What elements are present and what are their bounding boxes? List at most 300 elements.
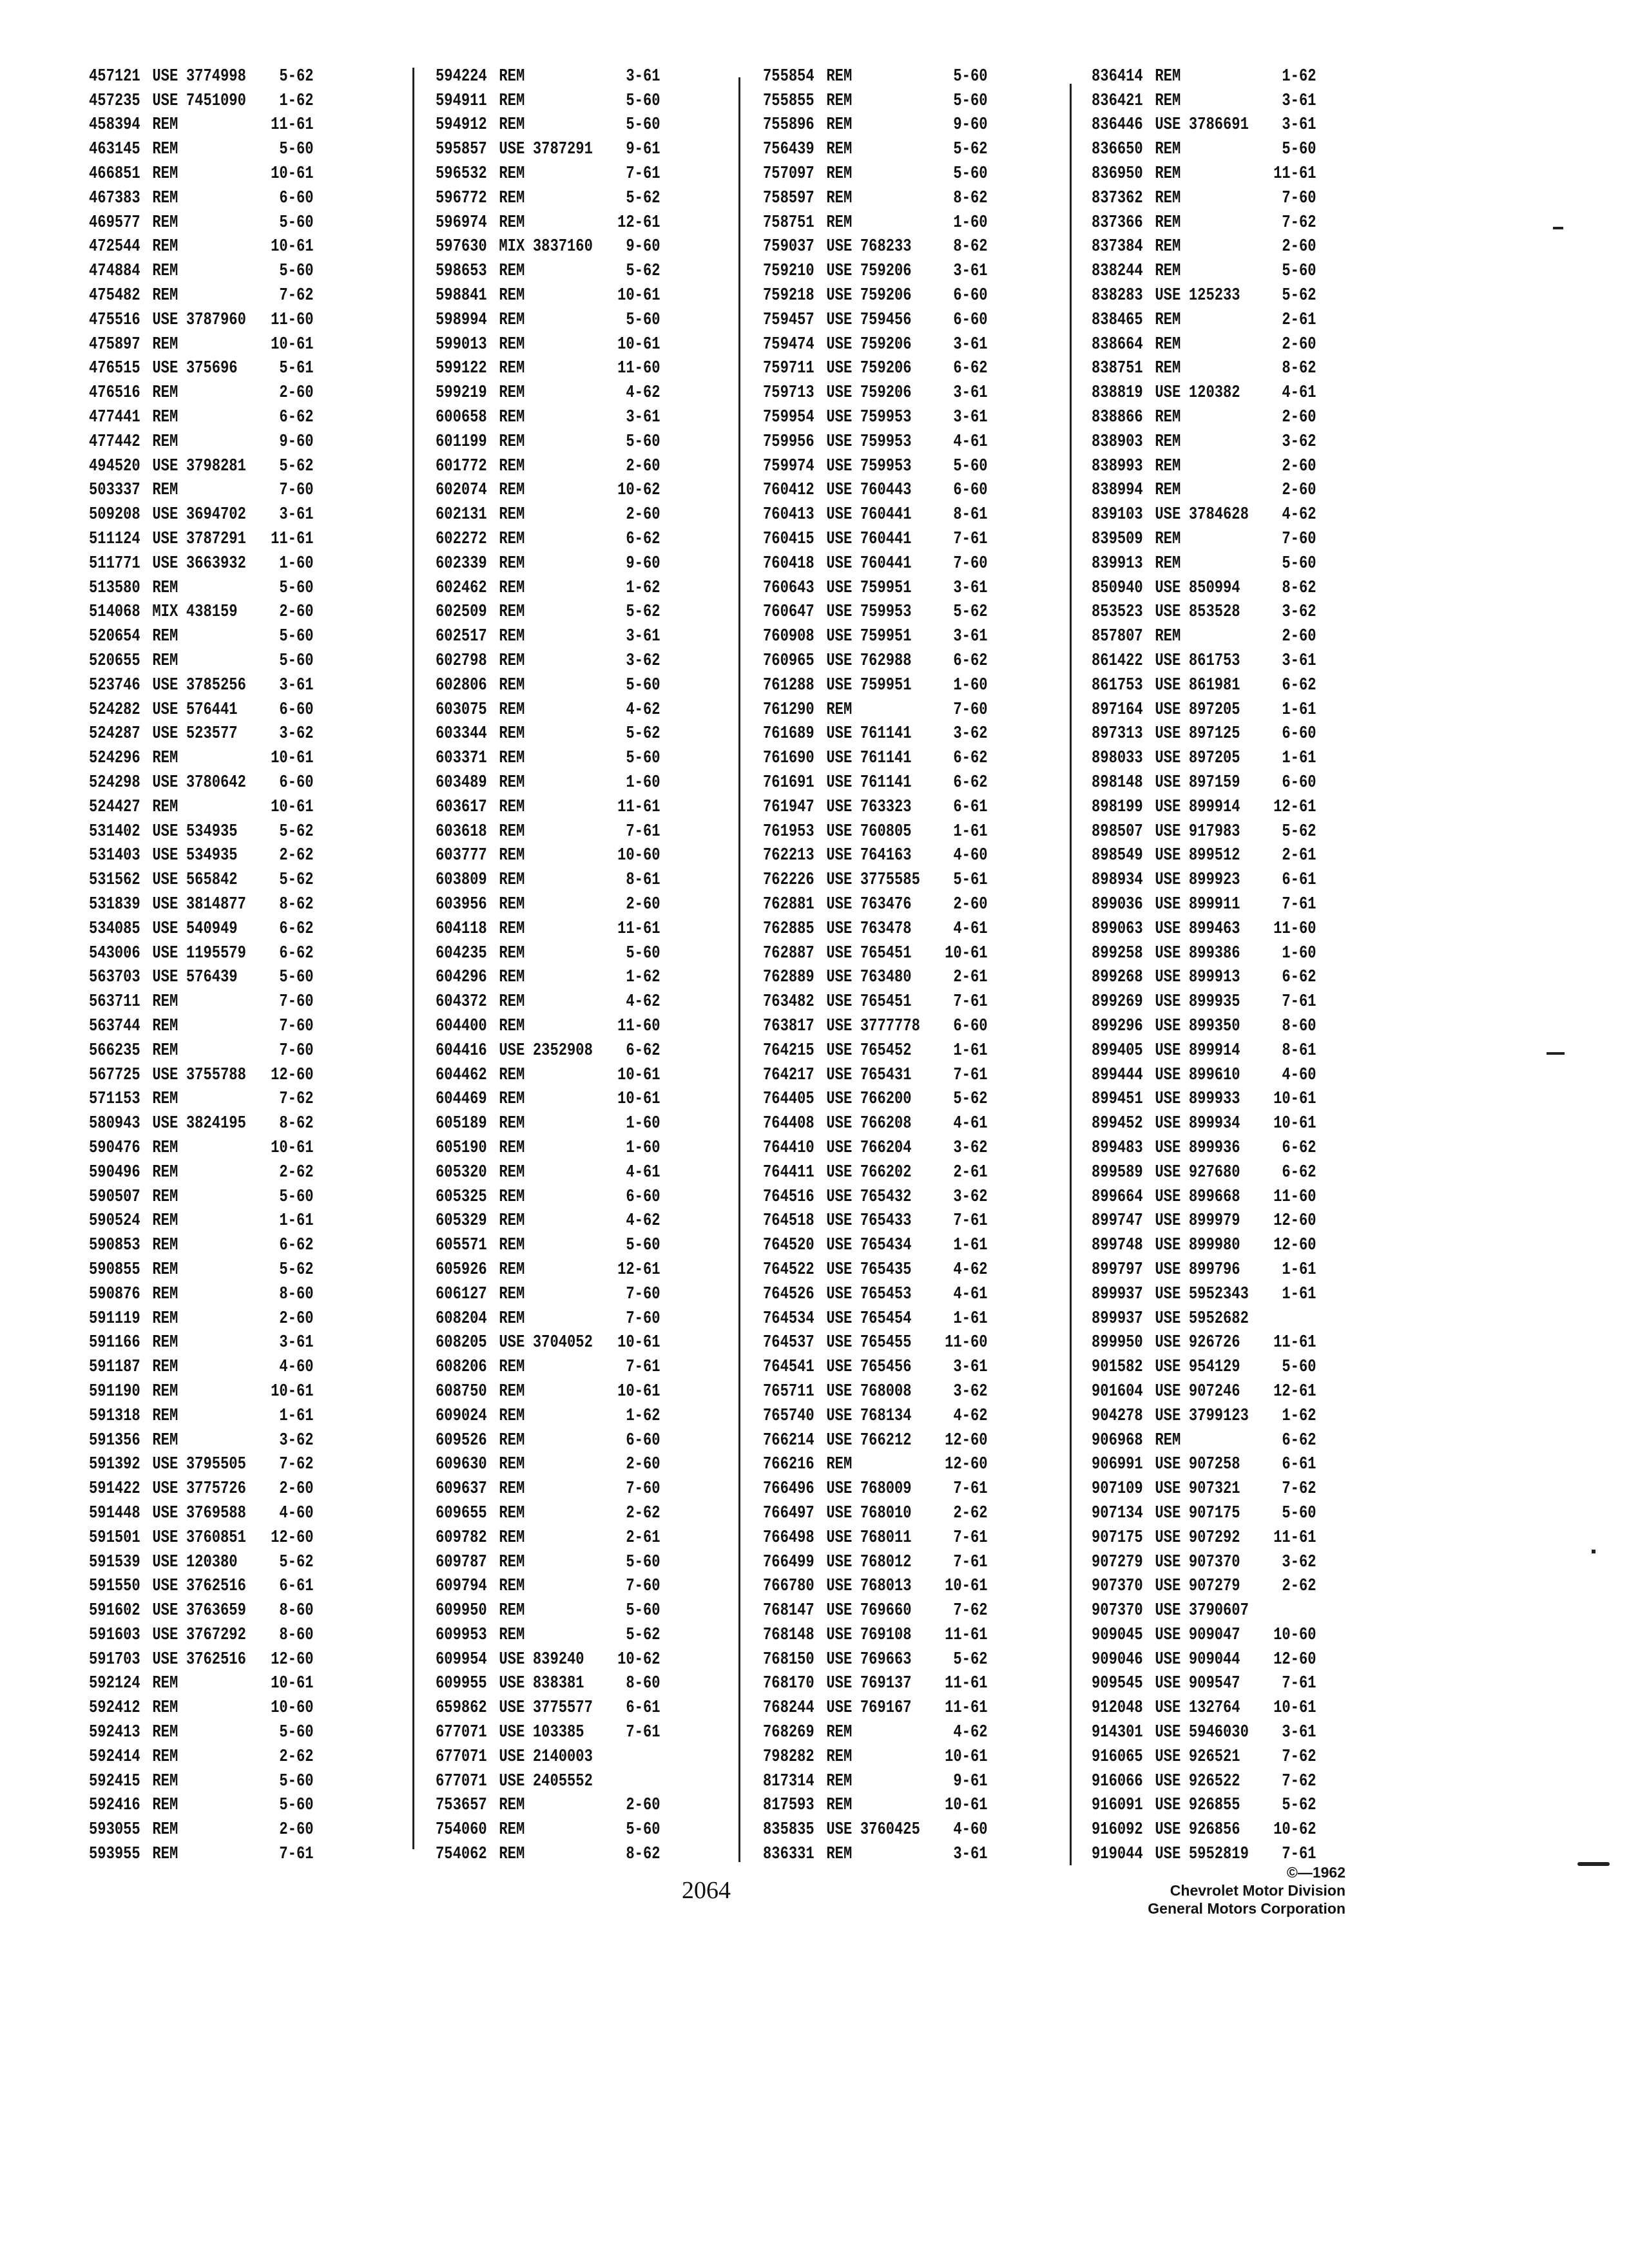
date-code: 3-62 xyxy=(953,1187,988,1207)
part-number: 596532 xyxy=(436,164,487,184)
replacement-part: 759951 xyxy=(860,578,912,598)
action-code: USE xyxy=(1155,651,1181,671)
date-code: 6-62 xyxy=(953,651,988,671)
date-code: 7-61 xyxy=(1282,894,1316,914)
table-row xyxy=(763,673,988,698)
date-code: 1-60 xyxy=(626,1138,660,1158)
part-number: 602798 xyxy=(436,651,487,671)
action-code: USE xyxy=(1155,919,1181,939)
action-code: USE xyxy=(1155,1358,1181,1378)
action-code: USE xyxy=(1155,894,1181,914)
part-number: 898199 xyxy=(1092,797,1143,817)
table-row xyxy=(89,771,314,795)
action-code: USE xyxy=(826,1503,853,1523)
table-row xyxy=(763,186,988,211)
replacement-part: 3760425 xyxy=(860,1820,920,1840)
date-code: 2-60 xyxy=(626,1455,660,1475)
part-number: 457121 xyxy=(89,66,140,86)
date-code: 3-61 xyxy=(953,627,988,647)
date-code: 4-62 xyxy=(626,383,660,403)
part-number: 754062 xyxy=(436,1845,487,1865)
action-code: USE xyxy=(1155,822,1181,841)
part-number: 763817 xyxy=(763,1016,815,1036)
part-number: 761288 xyxy=(763,675,815,695)
action-code: REM xyxy=(826,213,853,233)
action-code: USE xyxy=(1155,943,1181,963)
part-number: 764516 xyxy=(763,1187,815,1207)
part-number: 899589 xyxy=(1092,1162,1143,1182)
date-code: 5-60 xyxy=(1282,140,1316,160)
table-row xyxy=(763,1599,988,1623)
part-number: 609787 xyxy=(436,1552,487,1572)
part-number: 755896 xyxy=(763,115,815,135)
table-row xyxy=(763,1696,988,1720)
replacement-part: 765431 xyxy=(860,1065,912,1085)
action-code: USE xyxy=(826,1528,853,1548)
action-code: USE xyxy=(1155,1309,1181,1329)
table-row xyxy=(436,1087,660,1111)
date-code: 5-62 xyxy=(626,188,660,208)
part-number: 899452 xyxy=(1092,1114,1143,1134)
column-4 xyxy=(1092,64,1365,1867)
action-code: REM xyxy=(499,992,525,1012)
table-row xyxy=(1092,1452,1316,1477)
action-code: REM xyxy=(152,262,178,282)
table-row xyxy=(436,308,660,332)
replacement-part: 759206 xyxy=(860,262,912,282)
part-number: 592124 xyxy=(89,1674,140,1694)
part-number: 839103 xyxy=(1092,505,1143,525)
table-row xyxy=(89,795,314,820)
replacement-part: 3774998 xyxy=(186,66,246,86)
part-number: 798282 xyxy=(763,1747,815,1767)
table-row xyxy=(89,1087,314,1111)
action-code: REM xyxy=(499,66,525,86)
action-code: REM xyxy=(1155,359,1181,379)
replacement-part: 765451 xyxy=(860,992,912,1012)
table-row xyxy=(1092,892,1316,917)
action-code: USE xyxy=(826,456,853,476)
action-code: REM xyxy=(152,1358,178,1378)
date-code: 6-62 xyxy=(279,943,314,963)
date-code: 4-62 xyxy=(953,1260,988,1280)
action-code: USE xyxy=(499,1698,525,1718)
table-row xyxy=(1092,1672,1316,1696)
date-code: 4-62 xyxy=(626,1211,660,1231)
action-code: REM xyxy=(1155,530,1181,550)
date-code: 2-60 xyxy=(626,1796,660,1816)
date-code: 1-61 xyxy=(953,822,988,841)
part-number: 837362 xyxy=(1092,188,1143,208)
table-row xyxy=(89,527,314,552)
date-code: 8-62 xyxy=(279,894,314,914)
part-number: 759037 xyxy=(763,237,815,257)
action-code: USE xyxy=(826,919,853,939)
action-code: USE xyxy=(826,578,853,598)
table-row xyxy=(89,601,314,625)
table-row xyxy=(436,357,660,381)
action-code: USE xyxy=(152,968,178,988)
part-number: 899451 xyxy=(1092,1090,1143,1110)
table-row xyxy=(436,1014,660,1039)
replacement-part: 907175 xyxy=(1188,1503,1240,1523)
action-code: USE xyxy=(1155,1479,1181,1499)
action-code: USE xyxy=(152,1455,178,1475)
part-number: 603489 xyxy=(436,773,487,793)
date-code: 12-60 xyxy=(271,1065,314,1085)
table-row xyxy=(763,1550,988,1575)
action-code: USE xyxy=(826,894,853,914)
replacement-part: 765451 xyxy=(860,943,912,963)
date-code: 3-61 xyxy=(953,383,988,403)
action-code: REM xyxy=(1155,432,1181,452)
table-row xyxy=(1092,795,1316,820)
date-code: 6-60 xyxy=(626,1187,660,1207)
replacement-part: 907370 xyxy=(1188,1552,1240,1572)
date-code: 1-61 xyxy=(279,1406,314,1426)
action-code: USE xyxy=(152,359,178,379)
part-number: 591501 xyxy=(89,1528,140,1548)
action-code: REM xyxy=(152,164,178,184)
part-number: 861422 xyxy=(1092,651,1143,671)
date-code: 3-62 xyxy=(279,724,314,744)
table-row xyxy=(1092,1648,1316,1672)
part-number: 836950 xyxy=(1092,164,1143,184)
replacement-part: 761141 xyxy=(860,749,912,769)
part-number: 760647 xyxy=(763,602,815,622)
action-code: REM xyxy=(1155,91,1181,111)
date-code: 6-61 xyxy=(1282,870,1316,890)
part-number: 594911 xyxy=(436,91,487,111)
part-number: 563711 xyxy=(89,992,140,1012)
table-row xyxy=(436,1355,660,1379)
column-divider xyxy=(738,77,740,1862)
part-number: 511124 xyxy=(89,530,140,550)
date-code: 4-61 xyxy=(953,432,988,452)
part-number: 759954 xyxy=(763,408,815,428)
action-code: REM xyxy=(499,1601,525,1621)
replacement-part: 766212 xyxy=(860,1430,912,1450)
date-code: 5-60 xyxy=(1282,553,1316,573)
action-code: USE xyxy=(826,310,853,330)
table-row xyxy=(89,357,314,381)
part-number: 605926 xyxy=(436,1260,487,1280)
date-code: 10-61 xyxy=(617,1381,660,1401)
action-code: REM xyxy=(499,1016,525,1036)
part-number: 475482 xyxy=(89,286,140,306)
action-code: USE xyxy=(499,1723,525,1743)
action-code: USE xyxy=(826,530,853,550)
action-code: REM xyxy=(1155,237,1181,257)
date-code: 10-61 xyxy=(617,1333,660,1353)
action-code: REM xyxy=(499,894,525,914)
table-row xyxy=(1092,1428,1316,1453)
table-row xyxy=(436,1136,660,1160)
replacement-part: 5952682 xyxy=(1188,1309,1249,1329)
action-code: USE xyxy=(826,1065,853,1085)
part-number: 604400 xyxy=(436,1016,487,1036)
table-row xyxy=(763,771,988,795)
date-code: 5-61 xyxy=(279,359,314,379)
date-code: 4-60 xyxy=(1282,1065,1316,1085)
action-code: USE xyxy=(826,1041,853,1061)
table-row xyxy=(89,1307,314,1331)
action-code: USE xyxy=(1155,1698,1181,1718)
date-code: 4-60 xyxy=(279,1503,314,1523)
table-row xyxy=(763,576,988,601)
part-number: 764408 xyxy=(763,1114,815,1134)
replacement-part: 899914 xyxy=(1188,1041,1240,1061)
replacement-part: 3775726 xyxy=(186,1479,246,1499)
table-row xyxy=(1092,479,1316,503)
part-number: 899258 xyxy=(1092,943,1143,963)
part-number: 606127 xyxy=(436,1284,487,1304)
replacement-part: 565842 xyxy=(186,870,238,890)
date-code: 12-60 xyxy=(945,1430,988,1450)
replacement-part: 766204 xyxy=(860,1138,912,1158)
action-code: REM xyxy=(499,310,525,330)
table-row xyxy=(763,601,988,625)
action-code: USE xyxy=(826,553,853,573)
part-number: 608205 xyxy=(436,1333,487,1353)
table-row xyxy=(436,89,660,113)
action-code: REM xyxy=(152,1041,178,1061)
replacement-part: 899668 xyxy=(1188,1187,1240,1207)
action-code: USE xyxy=(826,505,853,525)
action-code: REM xyxy=(499,724,525,744)
part-number: 475897 xyxy=(89,334,140,354)
date-code: 3-62 xyxy=(953,724,988,744)
table-row xyxy=(763,113,988,138)
date-code: 11-60 xyxy=(945,1333,988,1353)
table-row xyxy=(89,1039,314,1063)
action-code: REM xyxy=(1155,456,1181,476)
date-code: 7-60 xyxy=(1282,530,1316,550)
date-code: 7-60 xyxy=(626,1479,660,1499)
date-code: 5-60 xyxy=(626,1236,660,1256)
replacement-part: 3799123 xyxy=(1188,1406,1249,1426)
action-code: USE xyxy=(1155,1065,1181,1085)
action-code: REM xyxy=(499,432,525,452)
date-code: 10-61 xyxy=(1273,1090,1316,1110)
replacement-part: 907279 xyxy=(1188,1577,1240,1597)
part-number: 591356 xyxy=(89,1430,140,1450)
part-number: 609024 xyxy=(436,1406,487,1426)
table-row xyxy=(89,89,314,113)
table-row xyxy=(763,1428,988,1453)
part-number: 602806 xyxy=(436,675,487,695)
action-code: USE xyxy=(152,1625,178,1645)
date-code: 2-61 xyxy=(953,1162,988,1182)
action-code: USE xyxy=(826,1552,853,1572)
part-number: 764522 xyxy=(763,1260,815,1280)
date-code: 2-60 xyxy=(626,894,660,914)
part-number: 899268 xyxy=(1092,968,1143,988)
date-code: 1-60 xyxy=(953,213,988,233)
part-number: 571153 xyxy=(89,1090,140,1110)
action-code: USE xyxy=(826,992,853,1012)
replacement-part: 899936 xyxy=(1188,1138,1240,1158)
date-code: 1-61 xyxy=(1282,1260,1316,1280)
action-code: USE xyxy=(1155,797,1181,817)
part-number: 759457 xyxy=(763,310,815,330)
table-row xyxy=(436,1477,660,1501)
replacement-part: 926856 xyxy=(1188,1820,1240,1840)
part-number: 603956 xyxy=(436,894,487,914)
part-number: 566235 xyxy=(89,1041,140,1061)
replacement-part: 766200 xyxy=(860,1090,912,1110)
table-row xyxy=(1092,1501,1316,1526)
replacement-part: 103385 xyxy=(532,1723,584,1743)
action-code: USE xyxy=(826,943,853,963)
part-number: 759210 xyxy=(763,262,815,282)
part-number: 898507 xyxy=(1092,822,1143,841)
table-row xyxy=(89,746,314,771)
action-code: USE xyxy=(1155,724,1181,744)
action-code: USE xyxy=(1155,1284,1181,1304)
table-row xyxy=(436,649,660,673)
date-code: 5-60 xyxy=(279,651,314,671)
table-row xyxy=(1092,1720,1316,1745)
date-code: 2-61 xyxy=(953,968,988,988)
part-number: 609794 xyxy=(436,1577,487,1597)
date-code: 10-61 xyxy=(271,797,314,817)
action-code: USE xyxy=(1155,992,1181,1012)
date-code: 5-60 xyxy=(626,432,660,452)
action-code: USE xyxy=(826,1406,853,1426)
table-row xyxy=(436,1672,660,1696)
table-row xyxy=(89,1672,314,1696)
date-code: 10-61 xyxy=(945,1796,988,1816)
table-row xyxy=(436,1160,660,1185)
part-number: 509208 xyxy=(89,505,140,525)
action-code: REM xyxy=(499,213,525,233)
date-code: 10-62 xyxy=(1273,1820,1316,1840)
part-number: 580943 xyxy=(89,1114,140,1134)
part-number: 598653 xyxy=(436,262,487,282)
table-row xyxy=(763,1794,988,1818)
action-code: REM xyxy=(1155,164,1181,184)
part-number: 764410 xyxy=(763,1138,815,1158)
part-number: 503337 xyxy=(89,481,140,501)
action-code: USE xyxy=(826,481,853,501)
date-code: 10-61 xyxy=(617,334,660,354)
margin-mark xyxy=(1547,1052,1565,1055)
part-number: 838819 xyxy=(1092,383,1143,403)
table-row xyxy=(1092,990,1316,1014)
action-code: USE xyxy=(152,822,178,841)
table-row xyxy=(763,1307,988,1331)
replacement-part: 769108 xyxy=(860,1625,912,1645)
table-row xyxy=(1092,965,1316,990)
table-row xyxy=(436,1842,660,1867)
part-number: 757097 xyxy=(763,164,815,184)
action-code: USE xyxy=(1155,115,1181,135)
date-code: 4-62 xyxy=(1282,505,1316,525)
action-code: REM xyxy=(499,91,525,111)
date-code: 11-61 xyxy=(945,1674,988,1694)
action-code: USE xyxy=(1155,505,1181,525)
replacement-part: 765454 xyxy=(860,1309,912,1329)
replacement-part: 763478 xyxy=(860,919,912,939)
action-code: USE xyxy=(499,1747,525,1767)
date-code: 9-60 xyxy=(626,553,660,573)
date-code: 3-61 xyxy=(1282,91,1316,111)
date-code: 6-61 xyxy=(626,1698,660,1718)
table-row xyxy=(1092,1623,1316,1648)
action-code: REM xyxy=(152,1796,178,1816)
action-code: USE xyxy=(1155,1723,1181,1743)
action-code: REM xyxy=(826,140,853,160)
action-code: USE xyxy=(1155,1625,1181,1645)
date-code: 5-60 xyxy=(279,140,314,160)
date-code: 3-61 xyxy=(953,1358,988,1378)
replacement-part: 765435 xyxy=(860,1260,912,1280)
date-code: 4-60 xyxy=(279,1358,314,1378)
date-code: 10-61 xyxy=(1273,1114,1316,1134)
date-code: 11-61 xyxy=(271,530,314,550)
action-code: USE xyxy=(1155,1771,1181,1791)
action-code: USE xyxy=(152,846,178,866)
replacement-part: 765453 xyxy=(860,1284,912,1304)
action-code: REM xyxy=(152,383,178,403)
action-code: REM xyxy=(499,1503,525,1523)
date-code: 7-61 xyxy=(953,992,988,1012)
column-divider xyxy=(412,68,414,1849)
date-code: 2-62 xyxy=(279,1162,314,1182)
part-number: 759713 xyxy=(763,383,815,403)
date-code: 11-61 xyxy=(945,1625,988,1645)
part-number: 601199 xyxy=(436,432,487,452)
action-code: USE xyxy=(826,237,853,257)
action-code: USE xyxy=(826,773,853,793)
table-row xyxy=(763,1623,988,1648)
table-row xyxy=(1092,1526,1316,1550)
replacement-part: 3767292 xyxy=(186,1625,246,1645)
date-code: 1-60 xyxy=(279,553,314,573)
part-number: 599122 xyxy=(436,359,487,379)
date-code: 1-61 xyxy=(953,1309,988,1329)
part-number: 837366 xyxy=(1092,213,1143,233)
date-code: 7-61 xyxy=(1282,992,1316,1012)
part-number: 753657 xyxy=(436,1796,487,1816)
action-code: USE xyxy=(152,1114,178,1134)
replacement-part: 926726 xyxy=(1188,1333,1240,1353)
part-number: 759956 xyxy=(763,432,815,452)
date-code: 5-62 xyxy=(1282,286,1316,306)
date-code: 12-60 xyxy=(1273,1649,1316,1669)
date-code: 4-61 xyxy=(953,919,988,939)
date-code: 2-61 xyxy=(626,1528,660,1548)
table-row xyxy=(436,1818,660,1842)
action-code: USE xyxy=(826,1211,853,1231)
date-code: 2-62 xyxy=(1282,1577,1316,1597)
table-row xyxy=(763,1404,988,1428)
table-row xyxy=(436,892,660,917)
action-code: USE xyxy=(152,894,178,914)
table-row xyxy=(89,284,314,308)
table-row xyxy=(1092,430,1316,454)
action-code: USE xyxy=(826,286,853,306)
action-code: USE xyxy=(826,627,853,647)
date-code: 6-61 xyxy=(279,1577,314,1597)
date-code: 6-62 xyxy=(953,773,988,793)
action-code: USE xyxy=(826,1601,853,1621)
replacement-part: 763476 xyxy=(860,894,912,914)
part-number: 906968 xyxy=(1092,1430,1143,1450)
table-row xyxy=(1092,1550,1316,1575)
table-row xyxy=(763,1014,988,1039)
